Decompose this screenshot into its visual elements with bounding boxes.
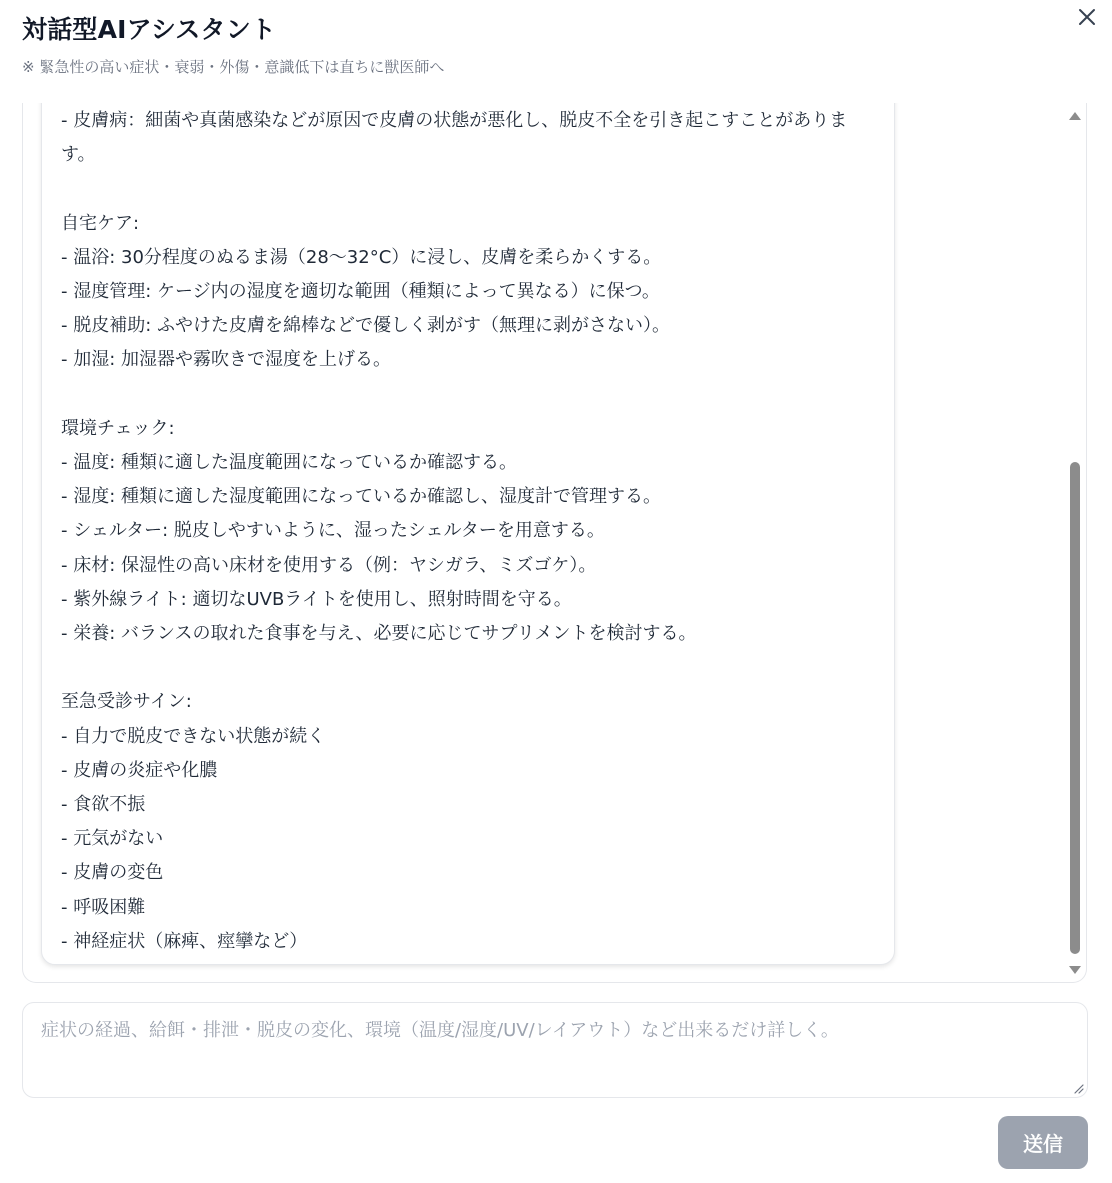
close-button[interactable]: [1074, 4, 1100, 30]
assistant-message-bubble: [41, 103, 895, 965]
scroll-thumb[interactable]: [1070, 462, 1080, 954]
message-input[interactable]: [22, 1002, 1088, 1098]
dialog-title: 対話型AIアシスタント: [22, 15, 277, 44]
triangle-down-icon: [1068, 965, 1082, 975]
close-icon: [1078, 8, 1096, 26]
scroll-up-button[interactable]: [1068, 110, 1082, 122]
chat-scroll-area[interactable]: [22, 103, 1087, 983]
triangle-up-icon: [1068, 111, 1082, 121]
dialog-subtitle: ※ 緊急性の高い症状・衰弱・外傷・意識低下は直ちに獣医師へ: [22, 58, 445, 76]
assistant-message-text: - 皮膚病：細菌や真菌感染などが原因で皮膚の状態が悪化し、脱皮不全を引き起こすことがあります。 自宅ケア: - 温浴: 30分程度のぬるま湯（28〜32°C）に浸し、皮膚を柔らかくする。 - 湿度管理: ケージ内の湿度を適切な範囲（種類によって異なる）に保つ。 - 脱皮補助: ふやけた皮膚を綿棒などで優しく剥がす（無理に剥がさない）。 - 加湿: 加湿器や霧吹きで湿度を上げる。 環境チェック: - 温度: 種類に適した温度範囲になっているか確認する。 - 湿度: 種類に適した湿度範囲になっているか確認し、湿度計で管理する。 - シェルター: 脱皮しやすいように、湿ったシェルターを用意する。 - 床材: 保湿性の高い床材を使用する（例：ヤシガラ、ミズゴケ）。 - 紫外線ライト: 適切なUVBライトを使用し、照射時間を守る。 - 栄養: バランスの取れた食事を与え、必要に応じてサプリメントを検討する。 至急受診サイン: - 自力で脱皮できない状態が続く - 皮膚の炎症や化膿 - 食欲不振 - 元気がない - 皮膚の変色 - 呼吸困難 - 神経症状（麻痺、痙攣など）: [61, 110, 848, 952]
chat-scrollbar[interactable]: [1066, 105, 1084, 981]
send-button[interactable]: 送信: [998, 1116, 1088, 1169]
resize-handle-icon[interactable]: [1072, 1082, 1084, 1094]
scroll-down-button[interactable]: [1068, 964, 1082, 976]
